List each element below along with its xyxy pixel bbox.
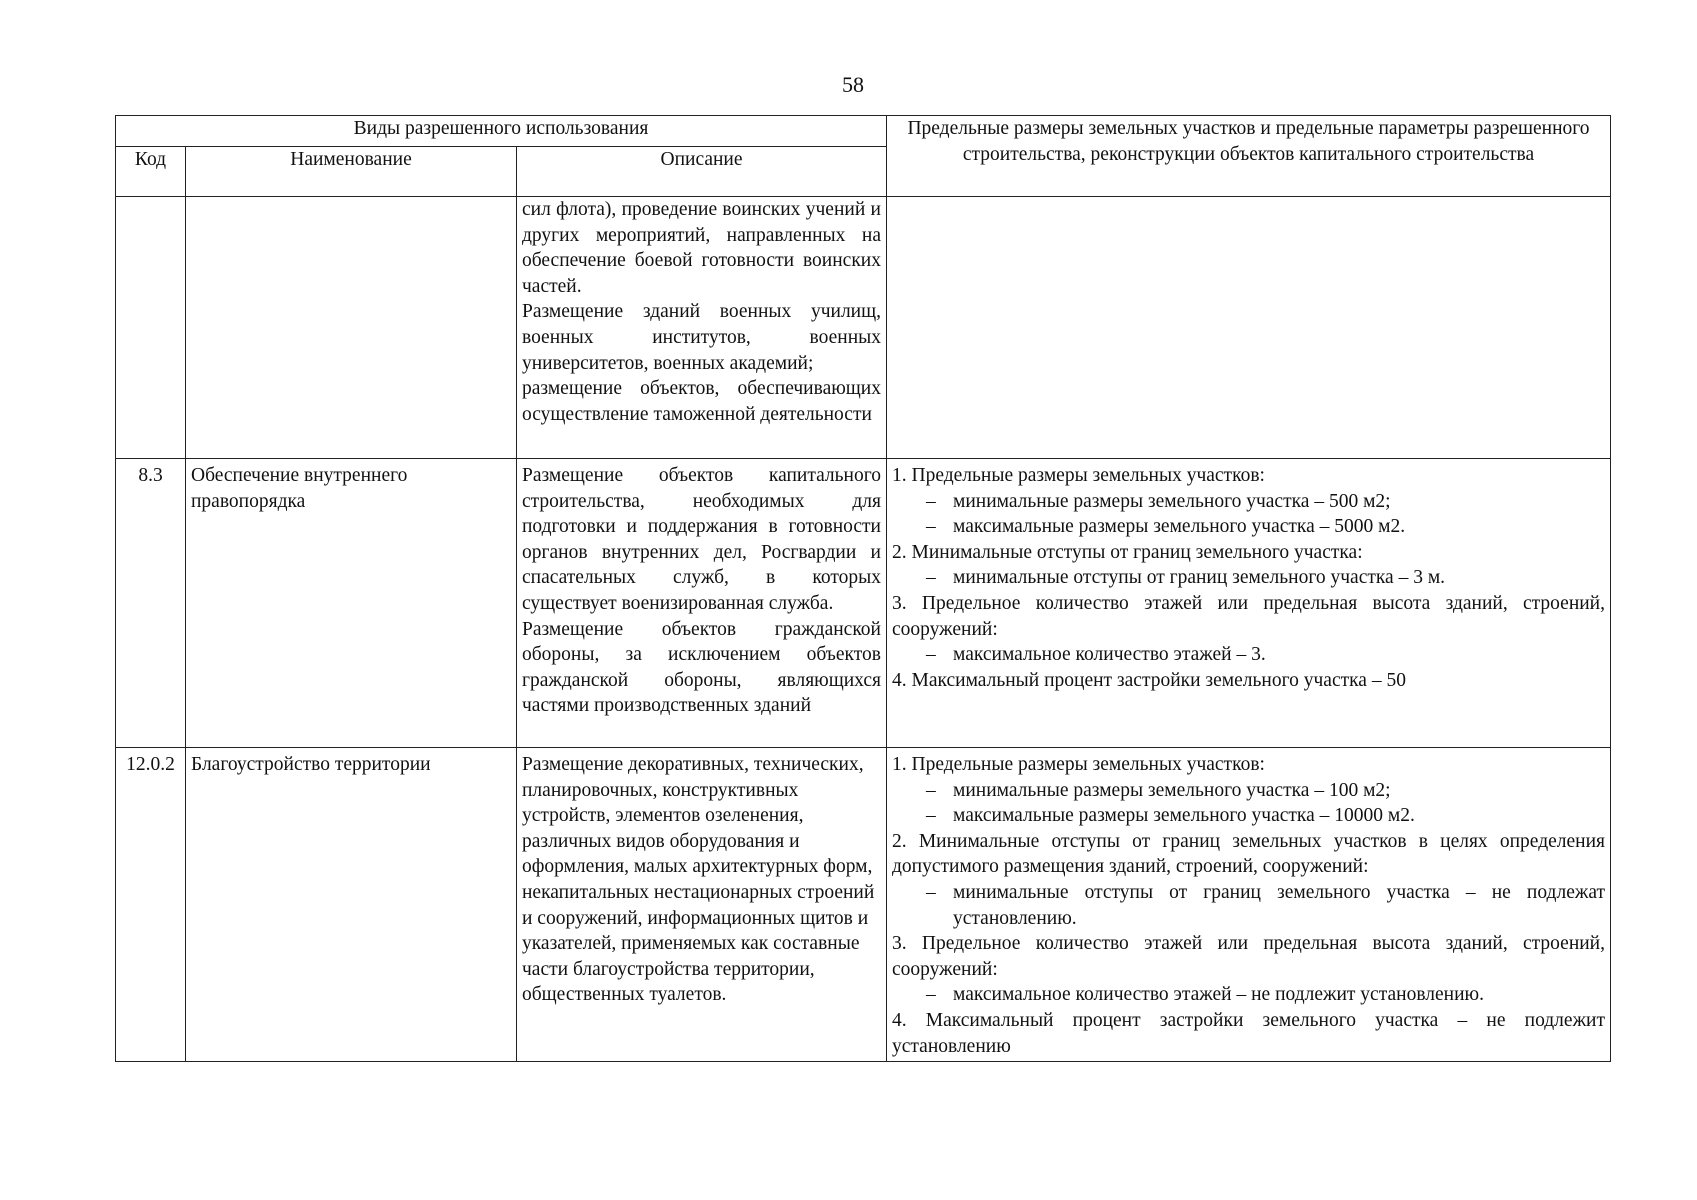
params-item: 1. Предельные размеры земельных участков: (892, 465, 1265, 486)
desc-paragraph: Размещение зданий военных училищ, военных институтов, военных университетов, военных академий; (522, 301, 881, 374)
dash-bullet-icon: – (926, 516, 936, 538)
params-subitem-text: максимальные размеры земельного участка – 10000 м2. (953, 805, 1415, 827)
row-name: Благоустройство территории (186, 748, 517, 1062)
params-subitem-text: минимальные размеры земельного участка – 100 м2; (953, 779, 1391, 801)
desc-paragraph: сил флота), проведение воинских учений и других мероприятий, направленных на обеспечение боевой готовности воинских частей. (522, 199, 881, 297)
params-item: 4. Максимальный процент застройки земельного участка – не подлежит установлению (892, 1009, 1605, 1057)
row-code: 8.3 (116, 459, 186, 748)
dash-bullet-icon: – (926, 490, 936, 512)
page-number: 58 (842, 72, 864, 97)
params-subitem (892, 880, 1605, 931)
row-description (517, 459, 887, 748)
table-row (116, 748, 1611, 1062)
desc-paragraph: Размещение объектов капитального строительства, необходимых для подготовки и поддержания в готовности органов внутренних дел, Росгвардии и спасательных служб, в которых существует военизированная служба. (522, 465, 881, 614)
header-description: Описание (517, 147, 887, 197)
params-subitem (892, 803, 1605, 829)
desc-paragraph: Размещение объектов гражданской обороны, за исключением объектов гражданской обороны, являющихся частями производственных зданий (522, 618, 881, 717)
dash-bullet-icon: – (926, 567, 936, 589)
params-item: 3. Предельное количество этажей или предельная высота зданий, строений, сооружений: (892, 933, 1605, 980)
dash-bullet-icon: – (926, 881, 936, 903)
row-code: 12.0.2 (116, 748, 186, 1062)
params-subitem-text: минимальные отступы от границ земельного участка – 3 м. (953, 567, 1446, 589)
dash-bullet-icon: – (926, 644, 936, 666)
table-row (116, 197, 1611, 459)
row-params (887, 197, 1611, 459)
row-description (517, 748, 887, 1062)
params-subitem (892, 642, 1605, 668)
params-subitem (892, 514, 1605, 540)
table-row (116, 459, 1611, 748)
desc-paragraph: Размещение декоративных, технических, планировочных, конструктивных устройств, элементов озеленения, различных видов оборудования и оформления, малых архитектурных форм, некапитальных нестационарных строений и сооружений, информационных щитов и указателей, применяемых как составные части благоустройства территории, общественных туалетов. (522, 754, 875, 1006)
params-subitem (892, 982, 1605, 1008)
header-code: Код (116, 147, 186, 197)
header-params-title: Предельные размеры земельных участков и предельные параметры разрешенного строительства, реконструкции объектов капитального строительства (887, 116, 1611, 197)
row-name: Обеспечение внутреннего правопорядка (186, 459, 517, 748)
row-name (186, 197, 517, 459)
dash-bullet-icon: – (926, 779, 936, 801)
dash-bullet-icon: – (926, 805, 936, 827)
params-subitem (892, 778, 1605, 804)
row-params (887, 748, 1611, 1062)
params-subitem-text: минимальные отступы от границ земельного участка – не подлежат установлению. (953, 881, 1605, 929)
params-item: 2. Минимальные отступы от границ земельного участка: (892, 541, 1363, 563)
params-item: 3. Предельное количество этажей или предельная высота зданий, строений, сооружений: (892, 592, 1605, 640)
params-subitem (892, 489, 1605, 515)
dash-bullet-icon: – (926, 984, 936, 1006)
params-subitem-text: максимальные размеры земельного участка – 5000 м2. (953, 516, 1406, 538)
header-group-title: Виды разрешенного использования (116, 116, 887, 147)
params-item: 1. Предельные размеры земельных участков: (892, 754, 1265, 775)
header-row-1 (116, 116, 1611, 147)
params-item: 2. Минимальные отступы от границ земельных участков в целях определения допустимого размещения зданий, строений, сооружений: (892, 830, 1605, 878)
params-subitem-text: минимальные размеры земельного участка – 500 м2; (953, 490, 1391, 512)
params-subitem (892, 565, 1605, 591)
land-use-table (115, 115, 1611, 1062)
params-subitem-text: максимальное количество этажей – 3. (953, 644, 1266, 666)
params-item: 4. Максимальный процент застройки земельного участка – 50 (892, 669, 1406, 691)
row-code (116, 197, 186, 459)
row-params (887, 459, 1611, 748)
row-description (517, 197, 887, 459)
params-subitem-text: максимальное количество этажей – не подлежит установлению. (953, 984, 1484, 1006)
header-name: Наименование (186, 147, 517, 197)
desc-paragraph: размещение объектов, обеспечивающих осуществление таможенной деятельности (522, 378, 881, 425)
